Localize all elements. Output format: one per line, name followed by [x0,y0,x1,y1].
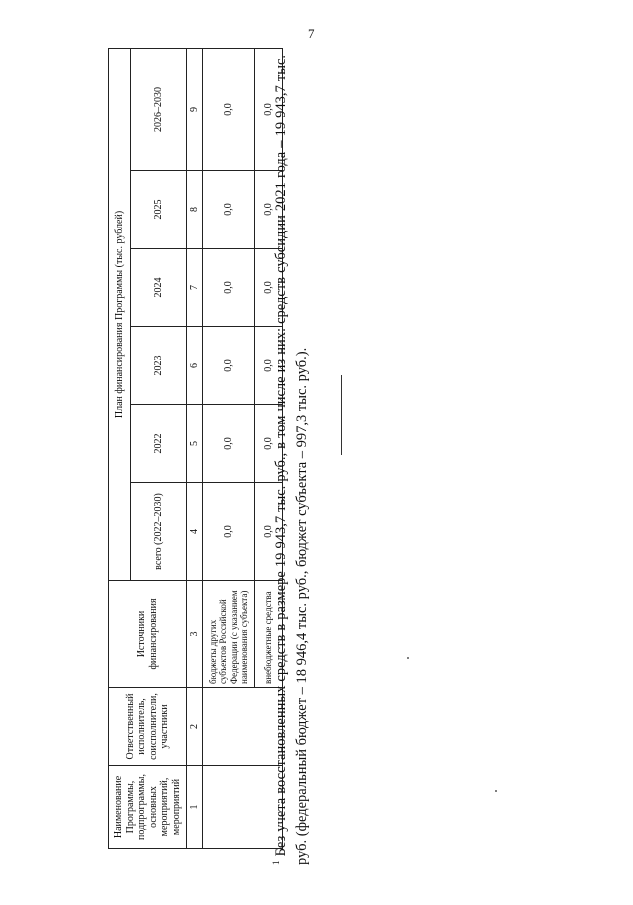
column-number: 7 [187,249,203,327]
header-name: Наименование Программы, подпрограммы, основных мероприятий, мероприятий [109,766,187,849]
value-cell: 0,0 [203,48,255,170]
column-number: 2 [187,688,203,766]
value-cell: 0,0 [255,171,283,249]
column-number: 3 [187,581,203,688]
column-number: 4 [187,483,203,581]
header-total: всего (2022–2030) [131,483,187,581]
table-row [203,48,255,848]
value-cell: 0,0 [203,171,255,249]
header-year: 2025 [131,171,187,249]
header-year: 2023 [131,327,187,405]
footnote [270,55,313,865]
source-cell: бюджеты других субъектов Российской Федерации (с указанием наименования субъекта) [203,581,255,688]
column-number: 8 [187,171,203,249]
column-number: 6 [187,327,203,405]
divider-line [341,375,342,455]
value-cell: 0,0 [255,249,283,327]
footnote-marker: 1 [271,860,281,865]
value-cell: 0,0 [255,327,283,405]
column-numbers-row [187,48,203,848]
financing-table [108,48,283,849]
value-cell: 0,0 [203,249,255,327]
header-plan-group: План финансирования Программы (тыс. рублей) [109,48,131,580]
scan-speck [495,790,497,792]
header-responsible: Ответственный исполнитель, соисполнители, участники [109,688,187,766]
value-cell: 0,0 [203,327,255,405]
source-cell: внебюджетные средства [255,581,283,688]
column-number: 1 [187,766,203,849]
header-year: 2022 [131,405,187,483]
page-number: 7 [308,26,315,41]
header-sources: Источники финансирования [109,581,187,688]
header-year: 2026–2030 [131,48,187,170]
value-cell: 0,0 [203,405,255,483]
value-cell: 0,0 [255,483,283,581]
value-cell: 0,0 [255,48,283,170]
column-number: 5 [187,405,203,483]
header-year: 2024 [131,249,187,327]
value-cell: 0,0 [203,483,255,581]
column-number: 9 [187,48,203,170]
scan-speck [407,657,409,659]
footnote-text: Без учета восстановленных средств в размере 19 943,7 тыс. руб., в том числе из них: средств субсидии 2021 года – 19 943,7 тыс. руб. (федеральный бюджет – 18 946,4 тыс. руб., бюджет субъекта – 997,3 тыс. руб.). [272,54,310,865]
value-cell: 0,0 [255,405,283,483]
